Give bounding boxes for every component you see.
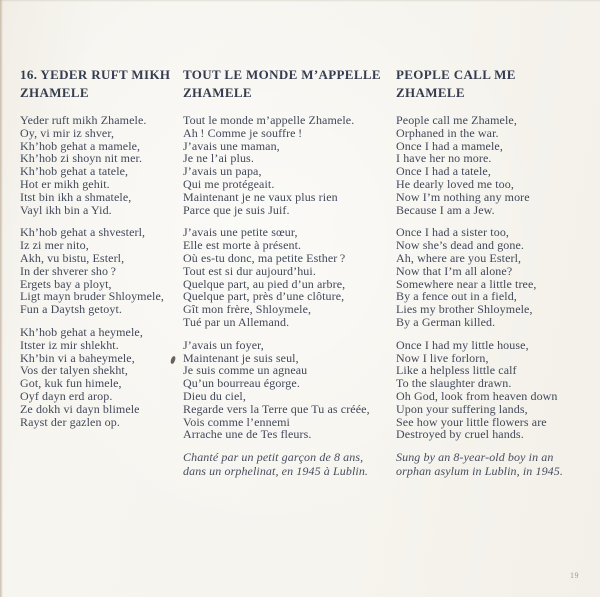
- lyric-line: J’avais une maman,: [183, 138, 280, 153]
- lyric-line: Iz zi mer nito,: [20, 238, 89, 253]
- lyric-line: Ligt mayn bruder Shloymele,: [20, 289, 165, 304]
- lyric-line: Ergets bay a ployt,: [20, 276, 112, 291]
- lyric-line: Qui me protégeait.: [183, 176, 275, 191]
- lyric-line: Got, kuk fun himele,: [20, 376, 122, 391]
- page-number: 19: [570, 571, 579, 580]
- column-yiddish: [20, 66, 180, 438]
- lyric-line: Je ne l’ai plus.: [183, 151, 254, 166]
- lyric-line: Kh’hob gehat a heymele,: [20, 324, 143, 339]
- lyric-line: Now I live forlorn,: [396, 350, 489, 365]
- lyric-line: Once I had a mamele,: [396, 138, 503, 153]
- lyric-line: He dearly loved me too,: [396, 176, 514, 191]
- song-title-line: 16. YEDER RUFT MIKH: [20, 67, 171, 82]
- lyric-line: Kh’hob zi shoyn nit mer.: [20, 151, 143, 166]
- lyric-line: Kh’hob gehat a tatele,: [20, 164, 129, 179]
- lyric-line: See how your little flowers are: [396, 414, 547, 429]
- lyric-line: Maintenant je suis seul,: [183, 350, 299, 365]
- stanza: [183, 339, 393, 441]
- lyric-line: Oh God, look from heaven down: [396, 388, 558, 403]
- stanza: [396, 339, 588, 441]
- lyric-line: Tout est si dur aujourd’hui.: [183, 263, 316, 278]
- lyric-line: Rayst der gazlen op.: [20, 414, 120, 429]
- song-title-english: [396, 66, 588, 101]
- lyric-line: J’avais une petite sœur,: [183, 225, 298, 240]
- song-title-line: TOUT LE MONDE M’APPELLE: [183, 67, 381, 82]
- lyric-line: Vois comme l’ennemi: [183, 414, 290, 429]
- stanza: [183, 114, 393, 216]
- note-line: Chanté par un petit garçon de 8 ans,: [183, 450, 364, 465]
- lyric-line: Yeder ruft mikh Zhamele.: [20, 113, 147, 127]
- column-french: [183, 66, 393, 478]
- lyric-line: Ah ! Comme je souffre !: [183, 125, 303, 140]
- page-left-edge-shadow: [0, 0, 3, 597]
- stanza: [20, 326, 180, 428]
- lyric-line: Orphaned in the war.: [396, 125, 499, 140]
- lyric-line: Qu’un bourreau égorge.: [183, 376, 300, 391]
- lyric-line: Like a helpless little calf: [396, 363, 517, 378]
- lyrics-yiddish: [20, 114, 180, 428]
- stanza: [396, 114, 588, 216]
- lyric-line: People call me Zhamele,: [396, 113, 517, 127]
- lyric-line: Kh’bin vi a baheymele,: [20, 350, 135, 365]
- lyric-line: Now I’m nothing any more: [396, 189, 530, 204]
- lyric-line: Maintenant je ne vaux plus rien: [183, 189, 338, 204]
- lyric-line: Once I had my little house,: [396, 337, 529, 352]
- lyric-line: Elle est morte à présent.: [183, 238, 302, 253]
- lyric-line: Quelque part, près d’une clôture,: [183, 289, 345, 304]
- lyric-line: By a fence out in a field,: [396, 289, 517, 304]
- lyric-line: Now that I’m all alone?: [396, 263, 513, 278]
- lyric-line: Once I had a tatele,: [396, 164, 491, 179]
- lyric-line: J’avais un papa,: [183, 164, 262, 179]
- lyric-line: Oy, vi mir iz shver,: [20, 125, 115, 140]
- lyric-line: J’avais un foyer,: [183, 337, 264, 352]
- lyric-line: Itst bin ikh a shmatele,: [20, 189, 132, 204]
- stanza: [396, 226, 588, 328]
- stanza: [20, 226, 180, 316]
- lyric-line: Tué par un Allemand.: [183, 314, 290, 329]
- lyrics-french: [183, 114, 393, 441]
- page-top-edge-shadow: [0, 0, 600, 2]
- lyrics-english: [396, 114, 588, 441]
- lyric-line: To the slaughter drawn.: [396, 376, 512, 391]
- song-title-line: ZHAMELE: [396, 84, 465, 100]
- lyric-line: Tout le monde m’appelle Zhamele.: [183, 113, 355, 127]
- lyric-line: Kh’hob gehat a shvesterl,: [20, 225, 146, 240]
- lyric-line: Vayl ikh bin a Yid.: [20, 202, 112, 217]
- song-title-french: [183, 66, 393, 101]
- lyric-line: Gît mon frère, Shloymele,: [183, 302, 312, 317]
- song-title-line: ZHAMELE: [183, 84, 252, 100]
- lyric-line: I have her no more.: [396, 151, 492, 166]
- lyric-line: Upon your suffering lands,: [396, 401, 528, 416]
- song-title-line: PEOPLE CALL ME: [396, 67, 516, 82]
- lyric-line: Destroyed by cruel hands.: [396, 427, 524, 442]
- lyric-line: Somewhere near a little tree,: [396, 276, 537, 291]
- performance-note-english: [396, 451, 588, 478]
- lyric-line: Je suis comme un agneau: [183, 363, 308, 378]
- lyric-line: Regarde vers la Terre que Tu as créée,: [183, 401, 370, 416]
- lyric-line: Now she’s dead and gone.: [396, 238, 525, 253]
- lyric-line: Once I had a sister too,: [396, 225, 510, 240]
- lyric-line: Because I am a Jew.: [396, 202, 495, 217]
- lyric-line: Ze dokh vi dayn blimele: [20, 401, 140, 416]
- song-title-line: ZHAMELE: [20, 84, 89, 100]
- lyric-line: Où es-tu donc, ma petite Esther ?: [183, 250, 346, 265]
- stanza: [20, 114, 180, 216]
- lyric-line: Parce que je suis Juif.: [183, 202, 290, 217]
- note-line: Sung by an 8-year-old boy in an: [396, 450, 554, 465]
- lyric-line: Lies my brother Shloymele,: [396, 302, 533, 317]
- stanza: [183, 226, 393, 328]
- lyric-line: Hot er mikh gehit.: [20, 176, 110, 191]
- lyric-line: Arrache une de Tes fleurs.: [183, 427, 312, 442]
- lyric-line: Fun a Daytsh getoyt.: [20, 302, 122, 317]
- column-english: [396, 66, 588, 478]
- lyric-line: In der shverer sho ?: [20, 263, 117, 278]
- performance-note-french: [183, 451, 393, 478]
- lyric-line: By a German killed.: [396, 314, 496, 329]
- lyric-line: Akh, vu bistu, Esterl,: [20, 250, 125, 265]
- note-line: orphan asylum in Lublin, in 1945.: [396, 463, 563, 478]
- lyric-line: Oyf dayn erd arop.: [20, 388, 113, 403]
- lyric-line: Itster iz mir shlekht.: [20, 337, 119, 352]
- lyric-line: Vos der talyen shekht,: [20, 363, 128, 378]
- note-line: dans un orphelinat, en 1945 à Lublin.: [183, 463, 369, 478]
- song-title-yiddish: [20, 66, 180, 101]
- lyric-line: Dieu du ciel,: [183, 388, 246, 403]
- lyric-line: Ah, where are you Esterl,: [396, 250, 522, 265]
- lyric-line: Kh’hob gehat a mamele,: [20, 138, 141, 153]
- lyric-line: Quelque part, au pied d’un arbre,: [183, 276, 346, 291]
